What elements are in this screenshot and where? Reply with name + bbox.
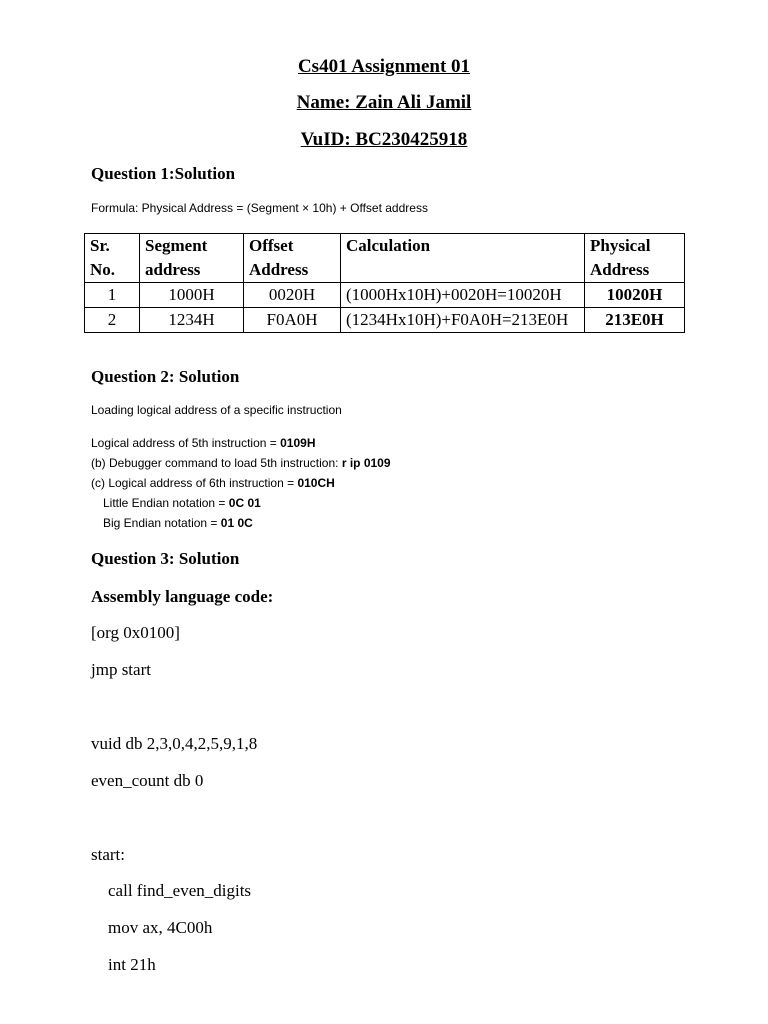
code-line: jmp start bbox=[91, 660, 151, 679]
q2-line-2: (b) Debugger command to load 5th instruction: r ip 0109 bbox=[91, 456, 391, 470]
cell-physical-address: 213E0H bbox=[585, 308, 685, 333]
assembly-code-heading: Assembly language code: bbox=[91, 587, 274, 606]
question-2-heading: Question 2: Solution bbox=[91, 367, 240, 386]
header-offset-address: Offset Address bbox=[244, 234, 341, 283]
header-sr-no: Sr. No. bbox=[85, 234, 140, 283]
document-title: Cs401 Assignment 01 bbox=[297, 56, 471, 77]
cell-offset: F0A0H bbox=[244, 308, 341, 333]
cell-sr-no: 2 bbox=[85, 308, 140, 333]
code-line: start: bbox=[91, 845, 125, 864]
q2-line-1: Logical address of 5th instruction = 0109H bbox=[91, 436, 316, 450]
code-line: int 21h bbox=[108, 955, 156, 974]
cell-calculation: (1000Hx10H)+0020H=10020H bbox=[341, 283, 585, 308]
header-segment-address: Segment address bbox=[140, 234, 244, 283]
question-3-heading: Question 3: Solution bbox=[91, 549, 240, 568]
table-header-row bbox=[85, 234, 685, 283]
cell-sr-no: 1 bbox=[85, 283, 140, 308]
cell-segment: 1000H bbox=[140, 283, 244, 308]
code-line: [org 0x0100] bbox=[91, 623, 180, 642]
code-line: call find_even_digits bbox=[108, 881, 252, 900]
table-row bbox=[85, 308, 685, 333]
question-1-heading: Question 1:Solution bbox=[91, 164, 236, 183]
cell-physical-address: 10020H bbox=[585, 283, 685, 308]
code-line: vuid db 2,3,0,4,2,5,9,1,8 bbox=[91, 734, 258, 753]
header-calculation: Calculation bbox=[341, 234, 585, 283]
student-name: Name: Zain Ali Jamil bbox=[296, 92, 472, 113]
q2-line-3: (c) Logical address of 6th instruction = 010CH bbox=[91, 476, 335, 490]
header-physical-address: Physical Address bbox=[585, 234, 685, 283]
student-vuid: VuID: BC230425918 bbox=[300, 129, 468, 150]
q2-intro: Loading logical address of a specific instruction bbox=[91, 403, 342, 417]
cell-segment: 1234H bbox=[140, 308, 244, 333]
cell-calculation: (1234Hx10H)+F0A0H=213E0H bbox=[341, 308, 585, 333]
cell-offset: 0020H bbox=[244, 283, 341, 308]
table-row bbox=[85, 283, 685, 308]
q2-line-5: Big Endian notation = 01 0C bbox=[103, 516, 253, 530]
code-line: mov ax, 4C00h bbox=[108, 918, 213, 937]
formula-text: Formula: Physical Address = (Segment × 10h) + Offset address bbox=[91, 201, 428, 215]
code-line: even_count db 0 bbox=[91, 771, 204, 790]
q2-line-4: Little Endian notation = 0C 01 bbox=[103, 496, 261, 510]
address-table bbox=[84, 233, 685, 333]
